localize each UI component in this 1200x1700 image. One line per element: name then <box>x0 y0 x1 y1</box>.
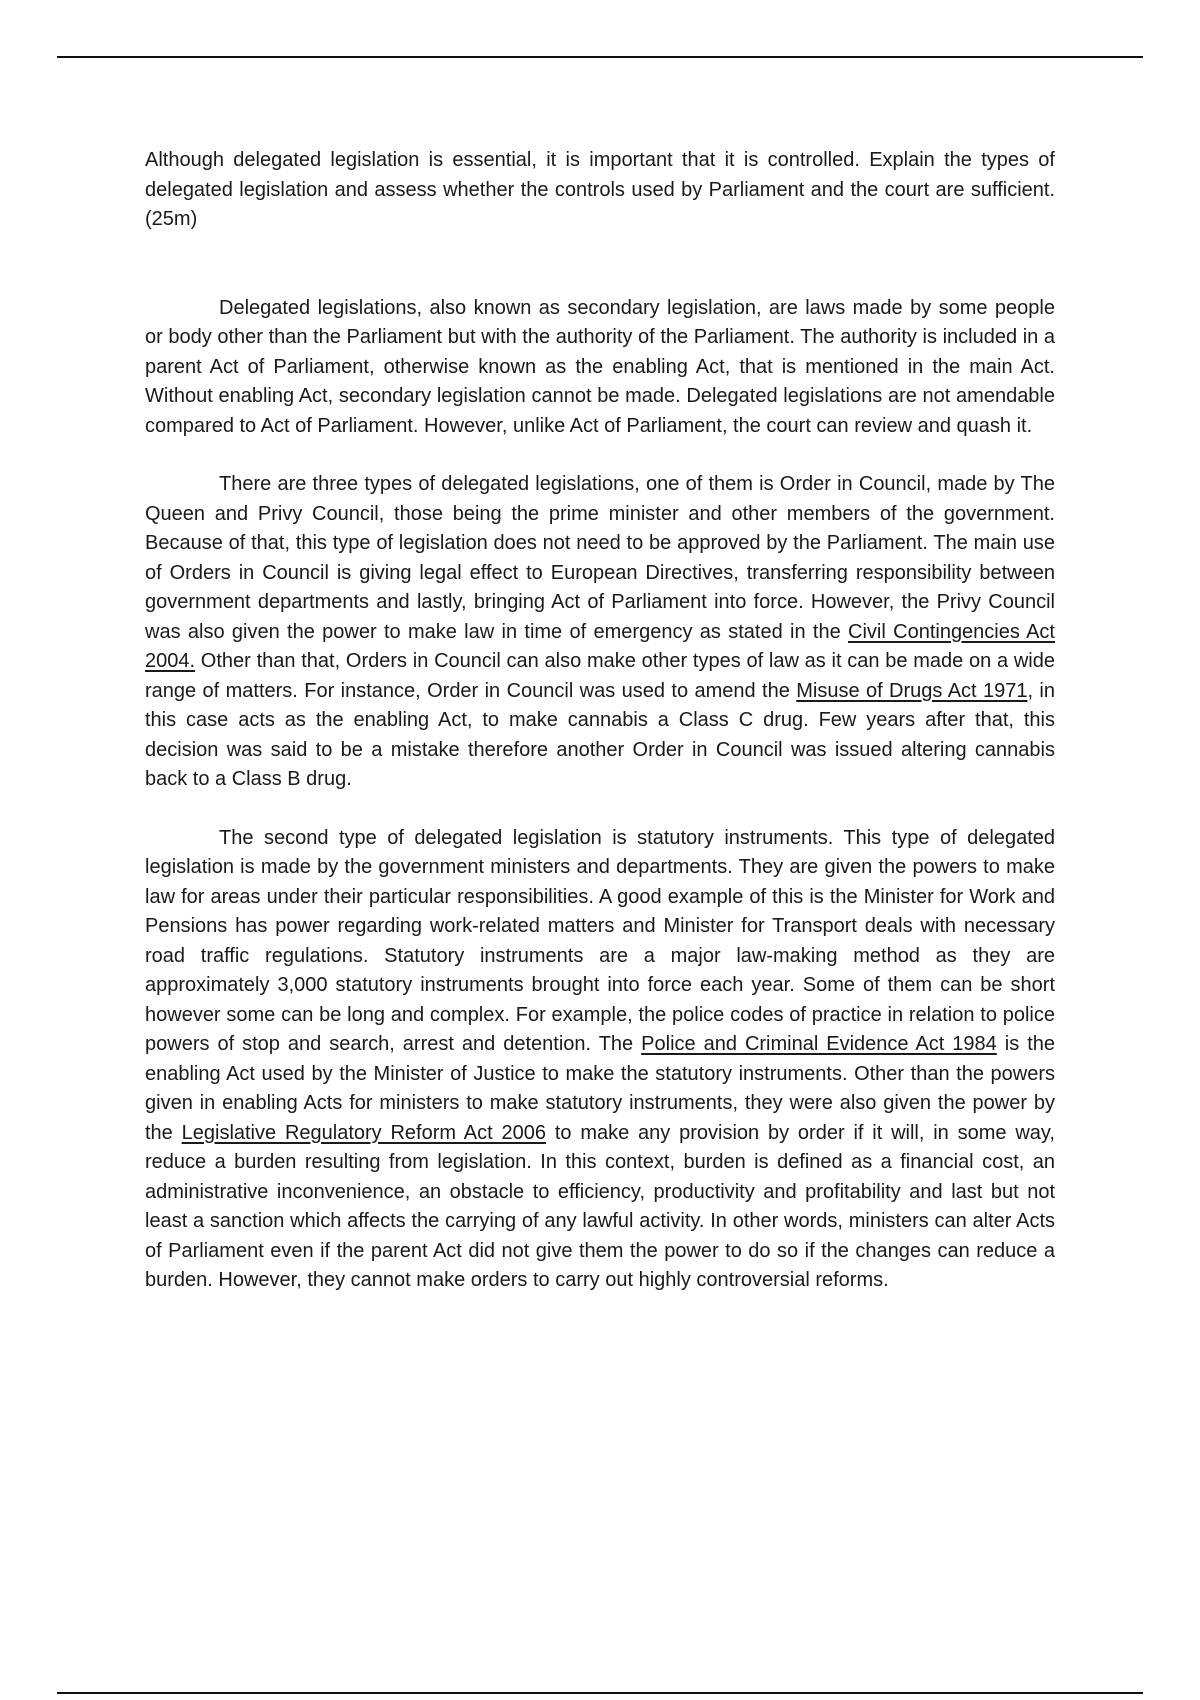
paragraph-text: is the enabling Act used by the Minister of Justice to make the statutory instruments. Other than the powers given in enabling Acts for ministers to make statutory instruments, they were also given the power by the <box>145 1033 1055 1144</box>
paragraph-statutory-instruments <box>145 824 1055 1296</box>
statute-reference: Legislative Regulatory Reform Act 2006 <box>181 1121 546 1144</box>
footer-rule <box>57 1692 1143 1694</box>
paragraph-text: to make any provision by order if it will, in some way, reduce a burden resulting from legislation. In this context, burden is defined as a financial cost, an administrative inconvenience, an obstacle to efficiency, productivity and profitability and last but not least a sanction which affects the carrying of any lawful activity. In other words, ministers can alter Acts of Parliament even if the parent Act did not give them the power to do so if the changes can reduce a burden. However, they cannot make orders to carry out highly controversial reforms. <box>145 1121 1055 1291</box>
essay-content <box>145 146 1055 1296</box>
statute-reference: Civil Contingencies Act 2004. <box>145 620 1055 672</box>
statute-reference: Misuse of Drugs Act 1971 <box>796 679 1028 702</box>
paragraph-text: , in this case acts as the enabling Act, to make cannabis a Class C drug. Few years after that, this decision was said to be a mistake therefore another Order in Council was issued altering cannabis back to a Class B drug. <box>145 679 1056 790</box>
paragraph-definition: Delegated legislations, also known as secondary legislation, are laws made by some people or body other than the Parliament but with the authority of the Parliament. The authority is included in a parent Act of Parliament, otherwise known as the enabling Act, that is mentioned in the main Act. Without enabling Act, secondary legislation cannot be made. Delegated legislations are not amendable compared to Act of Parliament. However, unlike Act of Parliament, the court can review and quash it. <box>145 296 1055 437</box>
paragraph-orders-in-council <box>145 470 1055 795</box>
statute-reference: Police and Criminal Evidence Act 1984 <box>641 1033 997 1055</box>
essay-question: Although delegated legislation is essential, it is important that it is controlled. Explain the types of delegated legislation and assess whether the controls used by Parliament and the court are sufficient. (25m) <box>145 149 1055 230</box>
paragraph-text: There are three types of delegated legislations, one of them is Order in Council, made by The Queen and Privy Council, those being the prime minister and other members of the government. Because of that, this type of legislation does not need to be approved by the Parliament. The main use of Orders in Council is giving legal effect to European Directives, transferring responsibility between government departments and lastly, bringing Act of Parliament into force. However, the Privy Council was also given the power to make law in time of emergency as stated in the <box>145 473 1055 643</box>
paragraph-text: The second type of delegated legislation is statutory instruments. This type of delegated legislation is made by the government ministers and departments. They are given the powers to make law for areas under their particular responsibilities. A good example of this is the Minister for Work and Pensions has power regarding work-related matters and Minister for Transport deals with necessary road traffic regulations. Statutory instruments are a major law-making method as they are approximately 3,000 statutory instruments brought into force each year. Some of them can be short however some can be long and complex. For example, the police codes of practice in relation to police powers of stop and search, arrest and detention. The <box>145 826 1055 1055</box>
header-rule <box>57 56 1143 58</box>
paragraph-text: Other than that, Orders in Council can also make other types of law as it can be made on a wide range of matters. For instance, Order in Council was used to amend the <box>145 650 1055 702</box>
